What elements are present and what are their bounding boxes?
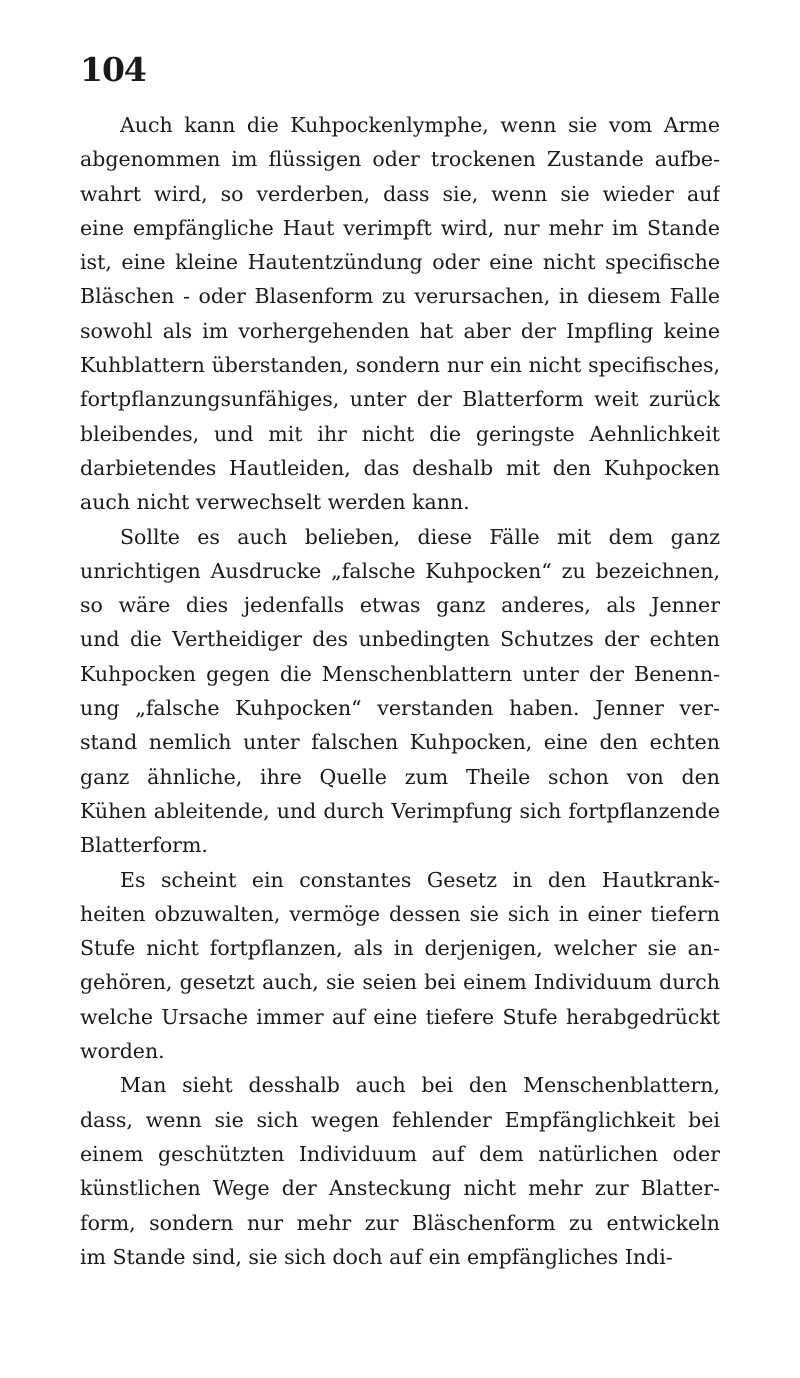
paragraph (80, 520, 720, 863)
text-line: sowohl als im vorhergehenden hat aber der Impfling keine (80, 318, 720, 343)
text-line: Es scheint ein constantes Gesetz in den Hautkrank- (120, 867, 720, 892)
text-line: Kuhpocken gegen die Menschenblattern unter der Benenn- (80, 661, 720, 686)
text-line: ist, eine kleine Hautentzündung oder eine nicht specifische (80, 250, 720, 275)
text-line: Bläschen - oder Blasenform zu verursachen, in diesem Falle (80, 284, 720, 309)
text-line: darbietendes Hautleiden, das deshalb mit den Kuhpocken (80, 455, 720, 480)
text-line: wahrt wird, so verderben, dass sie, wenn sie wieder auf (80, 181, 720, 206)
text-line: so wäre dies jedenfalls etwas ganz anderes, als Jenner (80, 593, 720, 618)
text-line: Kuhblattern überstanden, sondern nur ein nicht specifisches, (80, 353, 720, 378)
text-line: form, sondern nur mehr zur Bläschenform zu entwickeln (80, 1210, 720, 1235)
text-line: Auch kann die Kuhpockenlymphe, wenn sie vom Arme (120, 113, 720, 137)
text-line: Man sieht desshalb auch bei den Menschenblattern, (120, 1073, 720, 1098)
text-line: stand nemlich unter falschen Kuhpocken, eine den echten (80, 730, 720, 755)
text-line: auch nicht verwechselt werden kann. (80, 490, 470, 515)
text-line: worden. (80, 1039, 165, 1064)
text-line: und die Vertheidiger des unbedingten Schutzes der echten (80, 627, 720, 652)
text-line: eine empfängliche Haut verimpft wird, nur mehr im Stande (80, 215, 720, 240)
text-line: welche Ursache immer auf eine tiefere Stufe herabgedrückt (80, 1004, 720, 1029)
body-text (80, 108, 720, 1274)
text-line: Sollte es auch belieben, diese Fälle mit dem ganz (120, 524, 720, 549)
text-line: ung „falsche Kuhpocken“ verstanden haben. Jenner ver- (80, 696, 720, 721)
text-line: ganz ähnliche, ihre Quelle zum Theile schon von den (80, 764, 720, 789)
text-line: dass, wenn sie sich wegen fehlender Empfänglichkeit bei (80, 1107, 720, 1132)
text-line: unrichtigen Ausdrucke „falsche Kuhpocken“ zu bezeichnen, (80, 558, 720, 583)
text-line: heiten obzuwalten, vermöge dessen sie sich in einer tiefern (80, 901, 720, 926)
paragraph (80, 863, 720, 1069)
text-line: künstlichen Wege der Ansteckung nicht mehr zur Blatter- (80, 1176, 720, 1201)
paragraph (80, 1068, 720, 1274)
text-line: gehören, gesetzt auch, sie seien bei einem Individuum durch (80, 970, 720, 995)
text-line: Stufe nicht fortpflanzen, als in derjenigen, welcher sie an- (80, 936, 720, 961)
page-number: 104 (80, 50, 146, 89)
text-line: Blatterform. (80, 833, 208, 858)
text-line: fortpflanzungsunfähiges, unter der Blatterform weit zurück (80, 387, 720, 412)
text-line: einem geschützten Individuum auf dem natürlichen oder (80, 1141, 720, 1166)
text-line: im Stande sind, sie sich doch auf ein empfängliches Indi- (80, 1244, 673, 1269)
text-line: Kühen ableitende, und durch Verimpfung sich fortpflanzende (80, 798, 720, 823)
text-line: abgenommen im flüssigen oder trockenen Zustande aufbe- (80, 147, 720, 172)
paragraph (80, 108, 720, 520)
text-line: bleibendes, und mit ihr nicht die geringste Aehnlichkeit (80, 421, 720, 446)
